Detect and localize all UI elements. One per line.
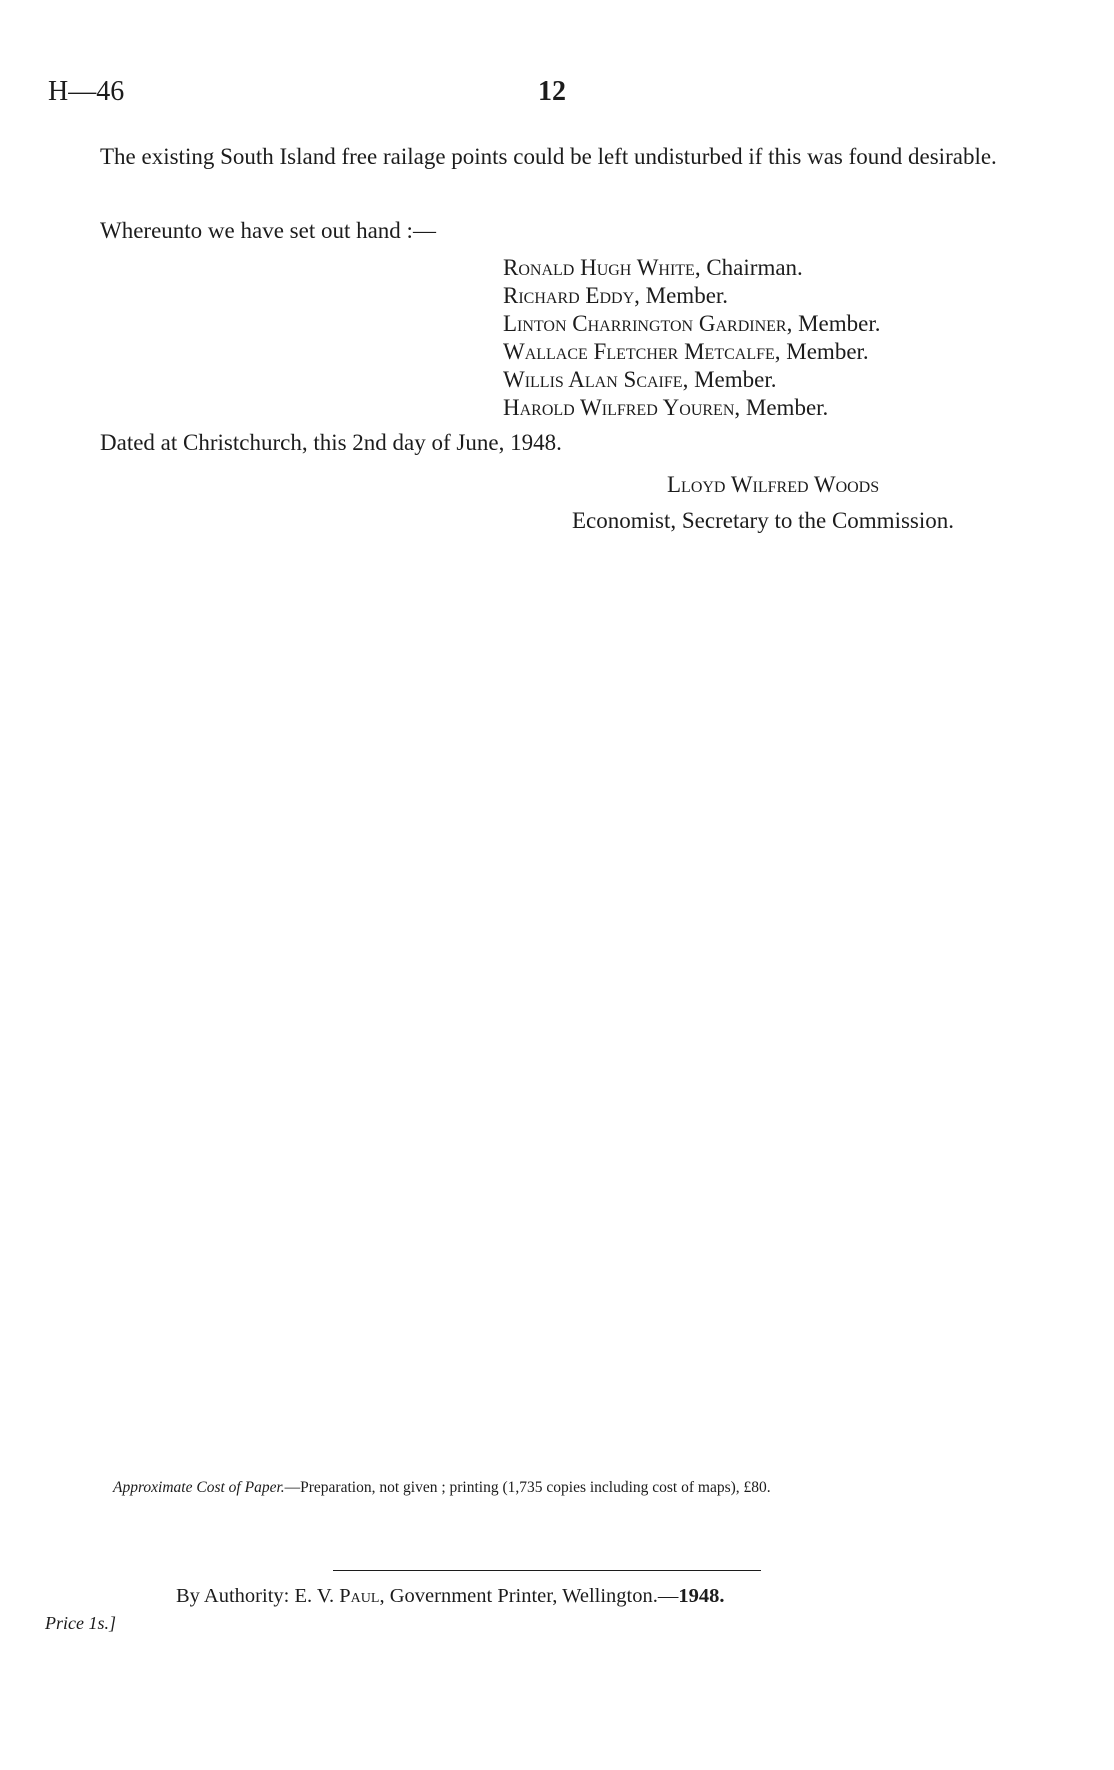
document-code: H—46 [48, 76, 125, 107]
secretary-title: Economist, Secretary to the Commission. [572, 508, 955, 533]
signatory-member [503, 366, 880, 394]
closing-paragraph: The existing South Island free railage points could be left undisturbed if this was found desirable. [100, 144, 997, 169]
footer-divider [333, 1570, 761, 1571]
signatory-list [503, 254, 880, 422]
signatory-role: , Chairman. [694, 255, 803, 280]
whereunto-line: Whereunto we have set out hand :— [100, 218, 436, 243]
signatory-role: , Member. [786, 311, 881, 336]
signatory-member [503, 394, 880, 422]
signatory-name: Willis Alan Scaife [503, 367, 683, 392]
signatory-name: Harold Wilfred Youren [503, 395, 735, 420]
signatory-chairman [503, 254, 880, 282]
signatory-member [503, 338, 880, 366]
signatory-role: , Member. [634, 283, 729, 308]
signatory-name: Wallace Fletcher Metcalfe [503, 339, 775, 364]
cost-note-lead: Approximate Cost of Paper. [113, 1479, 285, 1496]
imprint-prefix: By Authority: E. V. [176, 1585, 340, 1607]
signatory-role: , Member. [734, 395, 829, 420]
dated-line: Dated at Christchurch, this 2nd day of June, 1948. [100, 430, 562, 455]
page-number: 12 [538, 76, 566, 107]
imprint-suffix: , Government Printer, Wellington.— [379, 1585, 679, 1607]
imprint-year: 1948. [678, 1585, 725, 1607]
cost-of-paper-note [113, 1479, 771, 1497]
signatory-name: Linton Charrington Gardiner [503, 311, 787, 336]
signatory-role: , Member. [774, 339, 869, 364]
cost-note-text: —Preparation, not given ; printing (1,735 copies including cost of maps), £80. [284, 1479, 771, 1496]
signatory-name: Richard Eddy [503, 283, 635, 308]
printer-imprint [176, 1585, 725, 1608]
secretary-name: Lloyd Wilfred Woods [667, 472, 880, 497]
price-label: Price 1s.] [45, 1613, 116, 1633]
signatory-member [503, 282, 880, 310]
signatory-member [503, 310, 880, 338]
signatory-role: , Member. [682, 367, 777, 392]
signatory-name: Ronald Hugh White [503, 255, 695, 280]
imprint-printer: Paul [339, 1585, 380, 1607]
